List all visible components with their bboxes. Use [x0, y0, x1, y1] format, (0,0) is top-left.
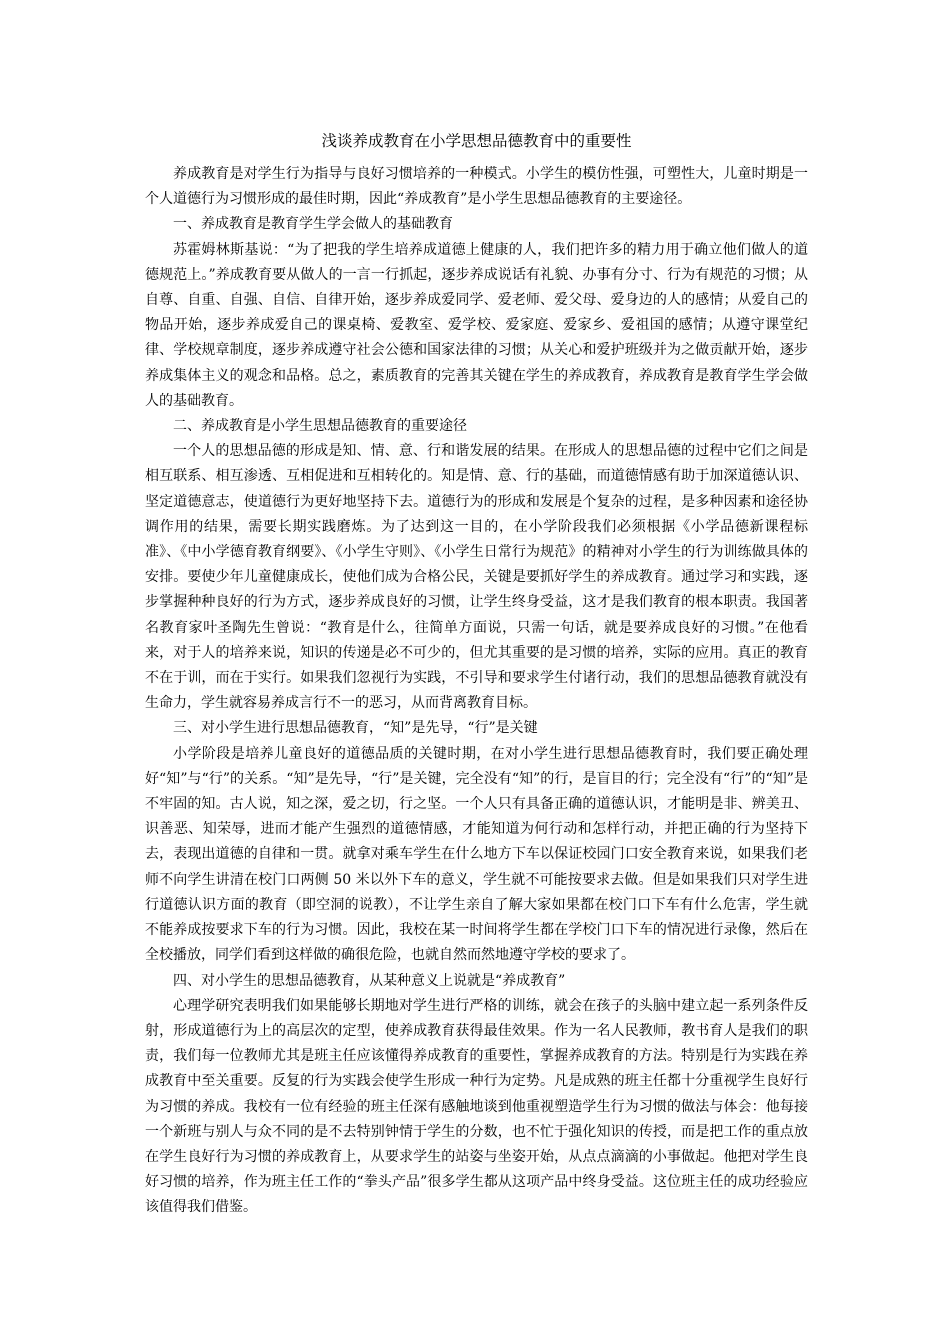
section-3-paragraph: 小学阶段是培养儿童良好的道德品质的关键时期，在对小学生进行思想品德教育时，我们要正确处理好“知”与“行”的关系。“知”是先导，“行”是关键，完全没有“知”的行，是盲目的行；完全没有“行”的“知”是不牢固的知。古人说，知之深，爱之切，行之坚。一个人只有具备正确的道德认识，才能明是非、辨美丑、识善恶、知荣辱，进而才能产生强烈的道德情感，才能知道为何行动和怎样行动，并把正确的行为坚持下去，表现出道德的自律和一贯。就拿对乘车学生在什么地方下车以保证校园门口安全教育来说，如果我们老师不向学生讲清在校门口两侧 50 米以外下车的意义，学生就不可能按要求去做。但是如果我们只对学生进行道德认识方面的教育（即空洞的说教），不让学生亲自了解大家如果都在校门口下车有什么危害，学生就不能养成按要求下车的行为习惯。因此，我校在某一时间将学生都在学校门口下车的情况进行录像，然后在全校播放，同学们看到这样做的确很危险，也就自然而然地遵守学校的要求了。 — [145, 745, 808, 964]
document-page — [145, 130, 808, 1221]
document-title: 浅谈养成教育在小学思想品德教育中的重要性 — [321, 132, 632, 150]
section-heading-2: 二、养成教育是小学生思想品德教育的重要途径 — [173, 418, 467, 435]
section-1-paragraph: 苏霍姆林斯基说：“为了把我的学生培养成道德上健康的人，我们把许多的精力用于确立他们做人的道德规范上。”养成教育要从做人的一言一行抓起，逐步养成说话有礼貌、办事有分寸、行为有规范的习惯；从自尊、自重、自强、自信、自律开始，逐步养成爱同学、爱老师、爱父母、爱身边的人的感情；从爱自己的物品开始，逐步养成爱自己的课桌椅、爱教室、爱学校、爱家庭、爱家乡、爱祖国的感情；从遵守课堂纪律、学校规章制度，逐步养成遵守社会公德和国家法律的习惯；从关心和爱护班级并为之做贡献开始，逐步养成集体主义的观念和品格。总之，素质教育的完善其关键在学生的养成教育，养成教育是教育学生学会做人的基础教育。 — [145, 241, 808, 409]
intro-paragraph: 养成教育是对学生行为指导与良好习惯培养的一种模式。小学生的模仿性强，可塑性大，儿童时期是一个人道德行为习惯形成的最佳时期，因此“养成教育”是小学生思想品德教育的主要途径。 — [145, 166, 808, 208]
section-heading-4: 四、对小学生的思想品德教育，从某种意义上说就是“养成教育” — [173, 972, 566, 989]
section-heading-1: 一、养成教育是教育学生学会做人的基础教育 — [173, 216, 453, 233]
section-2-paragraph: 一个人的思想品德的形成是知、情、意、行和谐发展的结果。在形成人的思想品德的过程中它们之间是相互联系、相互渗透、互相促进和互相转化的。知是情、意、行的基础，而道德情感有助于加深道德认识、坚定道德意志，使道德行为更好地坚持下去。道德行为的形成和发展是个复杂的过程，是多种因素和途径协调作用的结果，需要长期实践磨炼。为了达到这一目的，在小学阶段我们必须根据《小学品德新课程标准》、《中小学德育教育纲要》、《小学生守则》、《小学生日常行为规范》的精神对小学生的行为训练做具体的安排。要使少年儿童健康成长，使他们成为合格公民，关键是要抓好学生的养成教育。通过学习和实践，逐步掌握种种良好的行为方式，逐步养成良好的习惯，让学生终身受益，这才是我们教育的根本职责。我国著名教育家叶圣陶先生曾说：“教育是什么，往简单方面说，只需一句话，就是要养成良好的习惯。”在他看来，对于人的培养来说，知识的传递是必不可少的，但尤其重要的是习惯的培养，实际的应用。真正的教育不在于训，而在于实行。如果我们忽视行为实践，不引导和要求学生付诸行动，我们的思想品德教育就没有生命力，学生就容易养成言行不一的恶习，从而背离教育目标。 — [145, 443, 808, 712]
section-heading-3: 三、对小学生进行思想品德教育，“知”是先导，“行”是关键 — [173, 720, 538, 737]
section-4-paragraph: 心理学研究表明我们如果能够长期地对学生进行严格的训练，就会在孩子的头脑中建立起一系列条件反射，形成道德行为上的高层次的定型，使养成教育获得最佳效果。作为一名人民教师，教书育人是我们的职责，我们每一位教师尤其是班主任应该懂得养成教育的重要性，掌握养成教育的方法。特别是行为实践在养成教育中至关重要。反复的行为实践会使学生形成一种行为定势。凡是成熟的班主任都十分重视学生良好行为习惯的养成。我校有一位有经验的班主任深有感触地谈到他重视塑造学生行为习惯的做法与体会：他每接一个新班与别人与众不同的是不去特别钟情于学生的分数，也不忙于强化知识的传授，而是把工作的重点放在学生良好行为习惯的养成教育上，从要求学生的站姿与坐姿开始，从点点滴滴的小事做起。他把对学生良好习惯的培养，作为班主任工作的“拳头产品”很多学生都从这项产品中终身受益。这位班主任的成功经验应该值得我们借鉴。 — [145, 997, 808, 1216]
